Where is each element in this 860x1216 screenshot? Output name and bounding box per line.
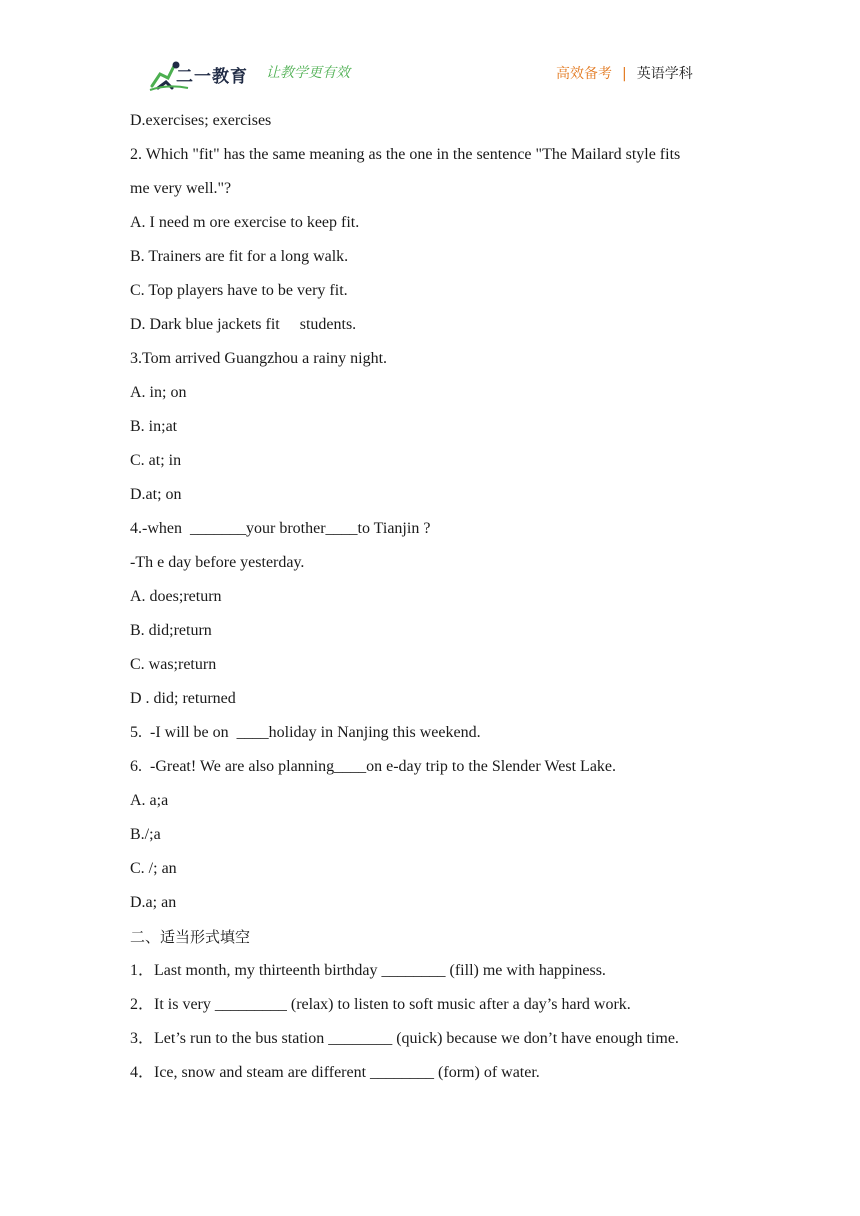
text-line: A. a;a	[130, 792, 169, 809]
text-line: 5. -I will be on ____holiday in Nanjing this weekend.	[130, 724, 481, 741]
text-line: 6. -Great! We are also planning____on e-day trip to the Slender West Lake.	[130, 758, 617, 775]
text-line: D.at; on	[130, 486, 182, 503]
text-line: C. Top players have to be very fit.	[130, 282, 348, 299]
page-header	[0, 0, 860, 100]
slogan: 让教学更有效	[266, 65, 350, 81]
text-line: 2．It is very _________ (relax) to listen to soft music after a day’s hard work.	[130, 996, 631, 1013]
text-line: B./;a	[130, 826, 161, 843]
text-line: -Th e day before yesterday.	[130, 554, 305, 571]
text-line: D. Dark blue jackets fit students.	[130, 316, 357, 333]
tag-subject: 英语学科	[636, 66, 693, 82]
text-line: C. /; an	[130, 860, 177, 877]
text-line: C. at; in	[130, 452, 182, 469]
text-line: 4．Ice, snow and steam are different ________ (form) of water.	[130, 1064, 540, 1081]
text-line: D.exercises; exercises	[130, 112, 272, 129]
text-line: 4.-when _______your brother____to Tianjin ?	[130, 520, 431, 537]
text-line: A. does;return	[130, 588, 222, 605]
text-line: D.a; an	[130, 894, 177, 911]
tag-exam-prep: 高效备考	[556, 66, 612, 82]
section-heading: 二、适当形式填空	[130, 928, 251, 946]
text-line: B. did;return	[130, 622, 212, 639]
text-line: me very well."?	[130, 180, 232, 197]
text-line: C. was;return	[130, 656, 217, 673]
text-line: 3．Let’s run to the bus station ________ (quick) because we don’t have enough time.	[130, 1030, 679, 1047]
tag-separator: |	[622, 66, 627, 82]
text-line: 2. Which "fit" has the same meaning as the one in the sentence "The Mailard style fits	[130, 146, 681, 163]
document-body	[130, 104, 736, 1090]
header-tags	[556, 63, 693, 83]
text-line: B. in;at	[130, 418, 178, 435]
text-line: A. in; on	[130, 384, 187, 401]
text-line: 1．Last month, my thirteenth birthday ________ (fill) me with happiness.	[130, 962, 606, 979]
text-line: 3.Tom arrived Guangzhou a rainy night.	[130, 350, 388, 367]
text-line: B. Trainers are fit for a long walk.	[130, 248, 349, 265]
text-line: D . did; returned	[130, 690, 236, 707]
text-line: A. I need m ore exercise to keep fit.	[130, 214, 360, 231]
brand-name: 二一教育	[176, 67, 248, 87]
